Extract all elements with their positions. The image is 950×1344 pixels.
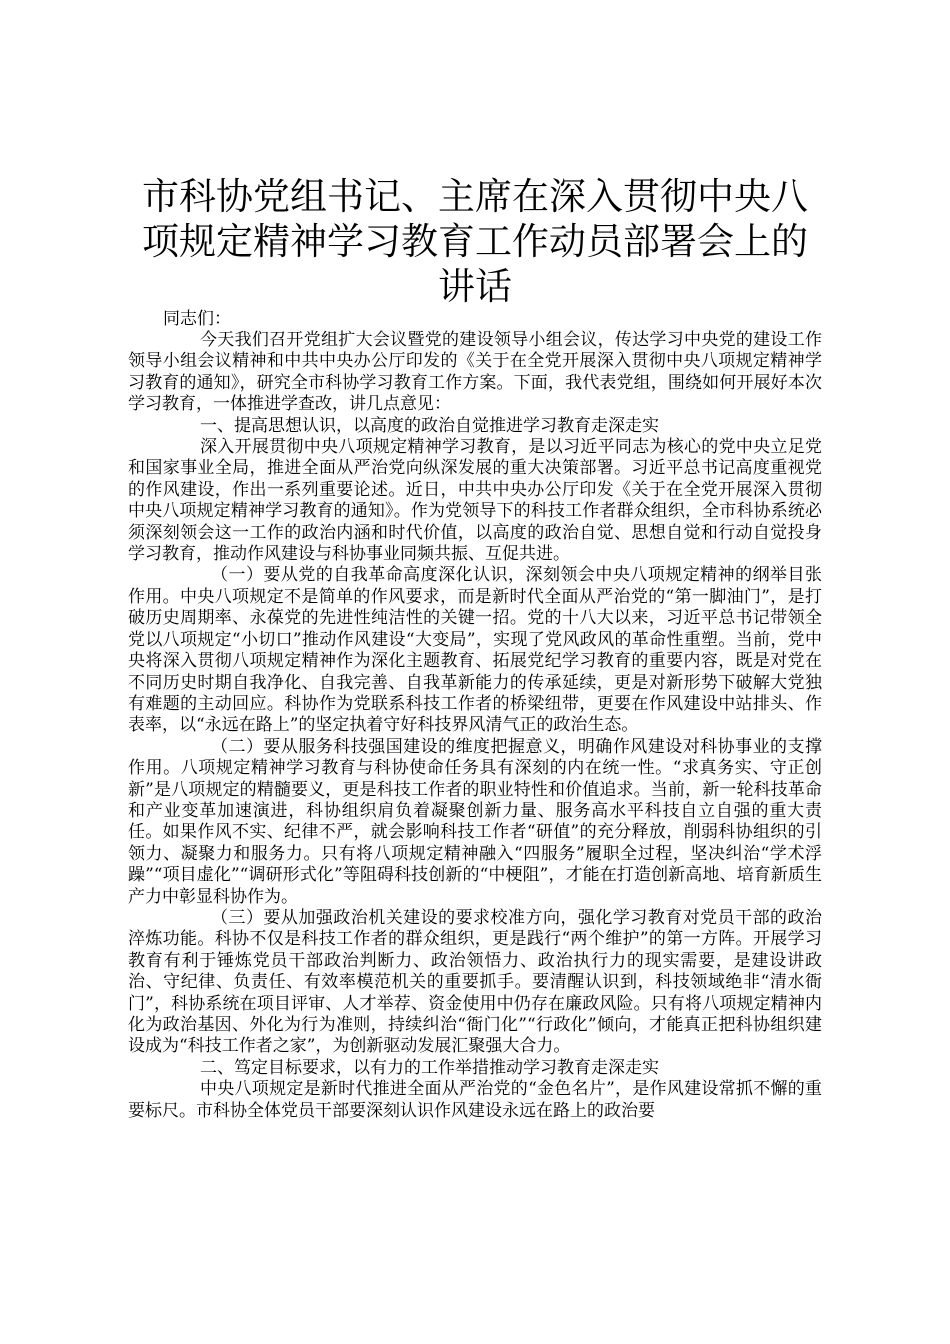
section-heading-2: 二、笃定目标要求，以有力的工作举措推动学习教育走深走实 (200, 1057, 659, 1078)
paragraph-point-1: （一）要从党的自我革命高度深化认识，深刻领会中央八项规定精神的纲举目张作用。中央八项规定不是简单的作风要求，而是新时代全面从严治党的“第一脚油门”，是打破历史周期率、永葆党的先进性纯洁性的关键一招。党的十八大以来，习近平总书记带领全党以八项规定“小切口”推动作风建设“大变局”，实现了党风政风的革命性重塑。当前，党中央将深入贯彻八项规定精神作为深化主题教育、拓展党纪学习教育的重要内容，既是对党在不同历史时期自我净化、自我完善、自我革新能力的传承延续，更是对新形势下破解大党独有难题的主动回应。科协作为党联系科技工作者的桥梁纽带，更要在作风建设中站排头、作表率，以“永远在路上”的坚定执着守好科技界风清气正的政治生态。 (128, 565, 822, 736)
paragraph-section-1-body: 深入开展贯彻中央八项规定精神学习教育，是以习近平同志为核心的党中央立足党和国家事业全局，推进全面从严治党向纵深发展的重大决策部署。习近平总书记高度重视党的作风建设，作出一系列重要论述。近日，中共中央办公厅印发《关于在全党开展深入贯彻中央八项规定精神学习教育的通知》。作为党领导下的科技工作者群众组织，全市科协系统必须深刻领会这一工作的政治内涵和时代价值，以高度的政治自觉、思想自觉和行动自觉投身学习教育，推动作风建设与科协事业同频共振、互促共进。 (128, 437, 822, 565)
paragraph-point-2: （二）要从服务科技强国建设的维度把握意义，明确作风建设对科协事业的支撑作用。八项规定精神学习教育与科协使命任务具有深刻的内在统一性。“求真务实、守正创新”是八项规定的精髓要义，更是科技工作者的职业特性和价值追求。当前，新一轮科技革命和产业变革加速演进，科协组织肩负着凝聚创新力量、服务高水平科技自立自强的重大责任。如果作风不实、纪律不严，就会影响科技工作者“研值”的充分释放，削弱科协组织的引领力、凝聚力和服务力。只有将八项规定精神融入“四服务”履职全过程，坚决纠治“学术浮躁”“项目虚化”“调研形式化”等阻碍科技创新的“中梗阻”，才能在打造创新高地、培育新质生产力中彰显科协作为。 (128, 736, 822, 907)
document-title: 市科协党组书记、主席在深入贯彻中央八项规定精神学习教育工作动员部署会上的讲话 (142, 175, 808, 308)
paragraph-point-3: （三）要从加强政治机关建设的要求校准方向，强化学习教育对党员干部的政治淬炼功能。科协不仅是科技工作者的群众组织，更是践行“两个维护”的第一方阵。开展学习教育有利于锤炼党员干部政治判断力、政治领悟力、政治执行力的现实需要，是建设讲政治、守纪律、负责任、有效率模范机关的重要抓手。要清醒认识到，科技领域绝非“清水衙门”，科协系统在项目评审、人才举荐、资金使用中仍存在廉政风险。只有将八项规定精神内化为政治基因、外化为行为准则，持续纠治“衙门化”“行政化”倾向，才能真正把科协组织建设成为“科技工作者之家”，为创新驱动发展汇聚强大合力。 (128, 907, 822, 1057)
section-heading-1: 一、提高思想认识，以高度的政治自觉推进学习教育走深走实 (200, 415, 659, 436)
document-page (128, 174, 822, 1122)
paragraph-section-2-body: 中央八项规定是新时代推进全面从严治党的“金色名片”，是作风建设常抓不懈的重要标尺。市科协全体党员干部要深刻认识作风建设永远在路上的政治要 (128, 1079, 822, 1121)
paragraph-intro: 今天我们召开党组扩大会议暨党的建设领导小组会议，传达学习中央党的建设工作领导小组会议精神和中共中央办公厅印发的《关于在全党开展深入贯彻中央八项规定精神学习教育的通知》，研究全市科协学习教育工作方案。下面，我代表党组，围绕如何开展好本次学习教育，一体推进学查改，讲几点意见： (128, 330, 822, 415)
salutation: 同志们： (163, 309, 231, 329)
